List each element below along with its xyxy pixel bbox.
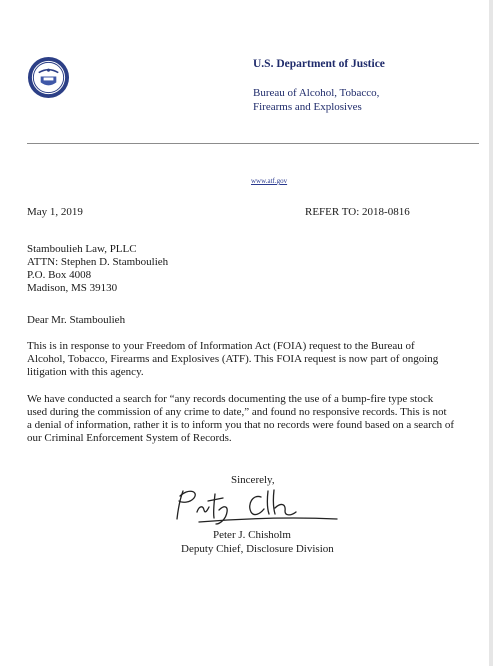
signer-title: Deputy Chief, Disclosure Division <box>181 543 334 555</box>
address-line: P.O. Box 4008 <box>27 269 92 281</box>
paragraph-line: We have conducted a search for “any records documenting the use of a bump-fire type stock <box>27 393 434 405</box>
recipient-address <box>27 243 168 295</box>
bureau-line: Bureau of Alcohol, Tobacco, <box>253 87 380 99</box>
paragraph-line: litigation with this agency. <box>27 366 144 378</box>
address-line: Madison, MS 39130 <box>27 282 118 294</box>
body-paragraph-2 <box>27 393 454 445</box>
body-paragraph-1 <box>27 340 438 379</box>
signer-name: Peter J. Chisholm <box>213 529 291 541</box>
salutation: Dear Mr. Stamboulieh <box>27 314 126 326</box>
bureau-line: Firearms and Explosives <box>253 101 362 113</box>
address-line: ATTN: Stephen D. Stamboulieh <box>27 256 169 268</box>
paragraph-line: This is in response to your Freedom of Information Act (FOIA) request to the Bureau of <box>27 340 415 352</box>
closing: Sincerely, <box>231 474 275 486</box>
paragraph-line: Alcohol, Tobacco, Firearms and Explosives (ATF). This FOIA request is now part of ongoing <box>27 353 439 365</box>
department-name: U.S. Department of Justice <box>253 58 385 70</box>
paragraph-line: used during the commission of any crime to date,” and found no responsive records. This is not <box>27 406 447 418</box>
header-divider <box>27 143 479 144</box>
paragraph-line: a denial of information, rather it is to inform you that no records were found based on a search of <box>27 419 455 431</box>
website-link[interactable]: www.atf.gov <box>251 177 288 185</box>
atf-seal-icon <box>27 56 70 99</box>
letter-date: May 1, 2019 <box>27 206 83 218</box>
reference-number: REFER TO: 2018-0816 <box>305 206 410 218</box>
address-line: Stamboulieh Law, PLLC <box>27 243 137 255</box>
paragraph-line: our Criminal Enforcement System of Records. <box>27 432 232 444</box>
handwritten-signature <box>169 486 339 526</box>
bureau-name <box>253 86 379 114</box>
page-edge <box>489 0 493 666</box>
